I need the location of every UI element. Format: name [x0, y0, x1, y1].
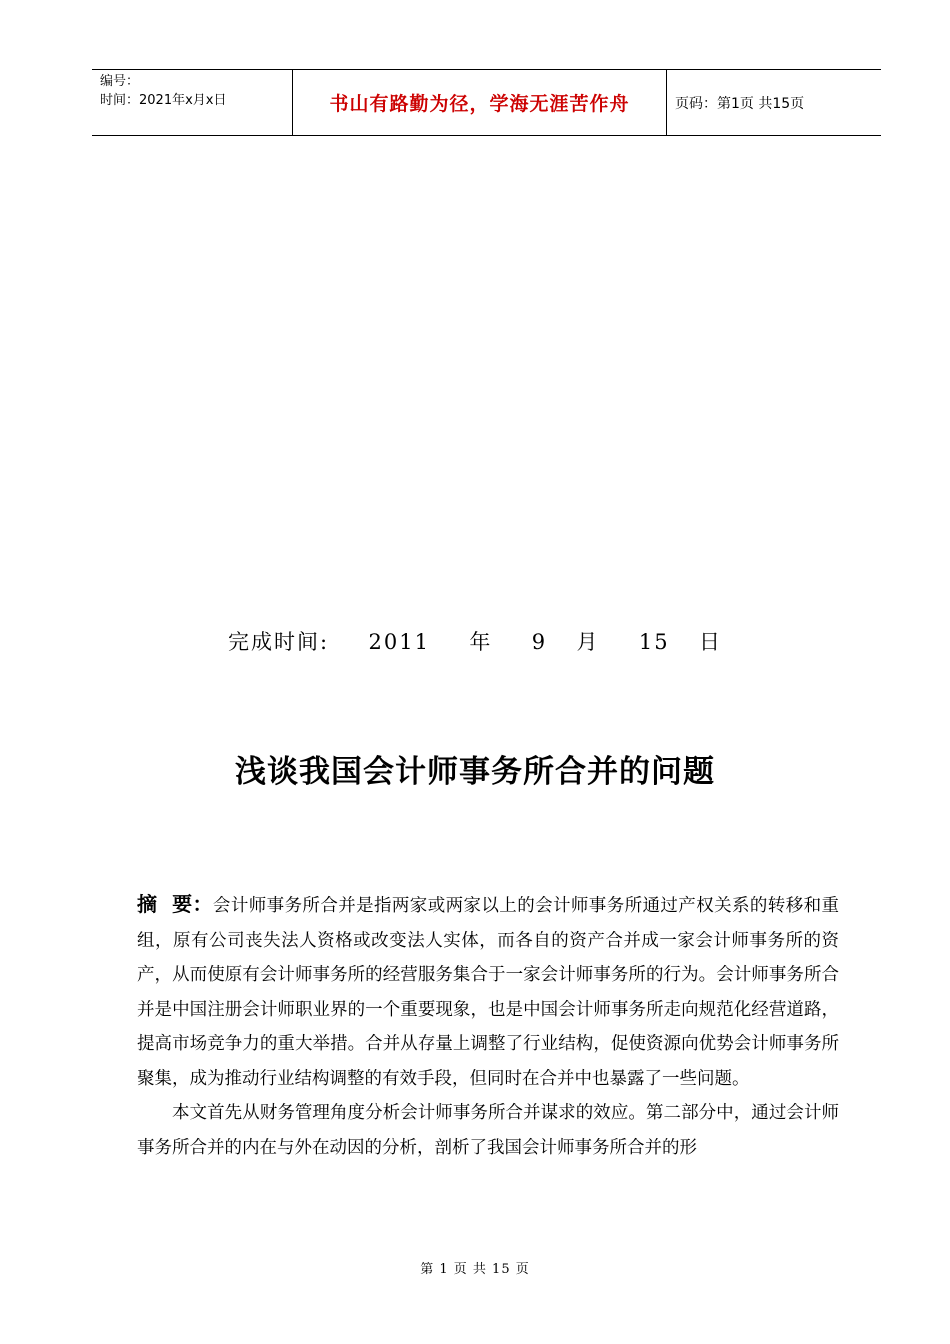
completion-day: 15: [638, 630, 670, 654]
completion-day-unit: 日: [698, 630, 722, 654]
serial-number-label: 编号：: [100, 74, 140, 89]
completion-month: 9: [531, 630, 548, 654]
time-label: 时间：2021年x月x日: [100, 93, 227, 108]
header-meta: [100, 72, 226, 110]
document-title: 浅谈我国会计师事务所合并的问题: [235, 754, 715, 790]
completion-month-unit: 月: [576, 630, 600, 654]
completion-label: 完成时间:: [228, 630, 330, 654]
header-motto: 书山有路勤为径，学海无涯苦作舟: [329, 93, 630, 115]
page-footer: 第 1 页 共 15 页: [420, 1262, 530, 1277]
document-body: [137, 887, 839, 1165]
body-paragraph: 本文首先从财务管理角度分析会计师事务所合并谋求的效应。第二部分中，通过会计师事务所合并的内在与外在动因的分析，剖析了我国会计师事务所合并的形: [137, 1103, 839, 1158]
abstract-paragraph: [137, 887, 839, 1096]
abstract-text: 会计师事务所合并是指两家或两家以上的会计师事务所通过产权关系的转移和重组，原有公司丧失法人资格或改变法人实体，而各自的资产合并成一家会计师事务所的资产，从而使原有会计师事务所的经营服务集合于一家会计师事务所的行为。会计师事务所合并是中国注册会计师职业界的一个重要现象，也是中国会计师事务所走向规范化经营道路，提高市场竞争力的重大举措。合并从存量上调整了行业结构，促使资源向优势会计师事务所聚集，成为推动行业结构调整的有效手段，但同时在合并中也暴露了一些问题。: [137, 896, 839, 1089]
completion-year: 2011: [368, 630, 430, 654]
abstract-label: 摘 要：: [137, 892, 213, 916]
header-divider: [666, 70, 667, 135]
page-header: [92, 69, 881, 136]
completion-year-unit: 年: [469, 630, 493, 654]
completion-date: [0, 626, 950, 656]
header-page-info: 页码：第1页 共15页: [675, 95, 805, 112]
